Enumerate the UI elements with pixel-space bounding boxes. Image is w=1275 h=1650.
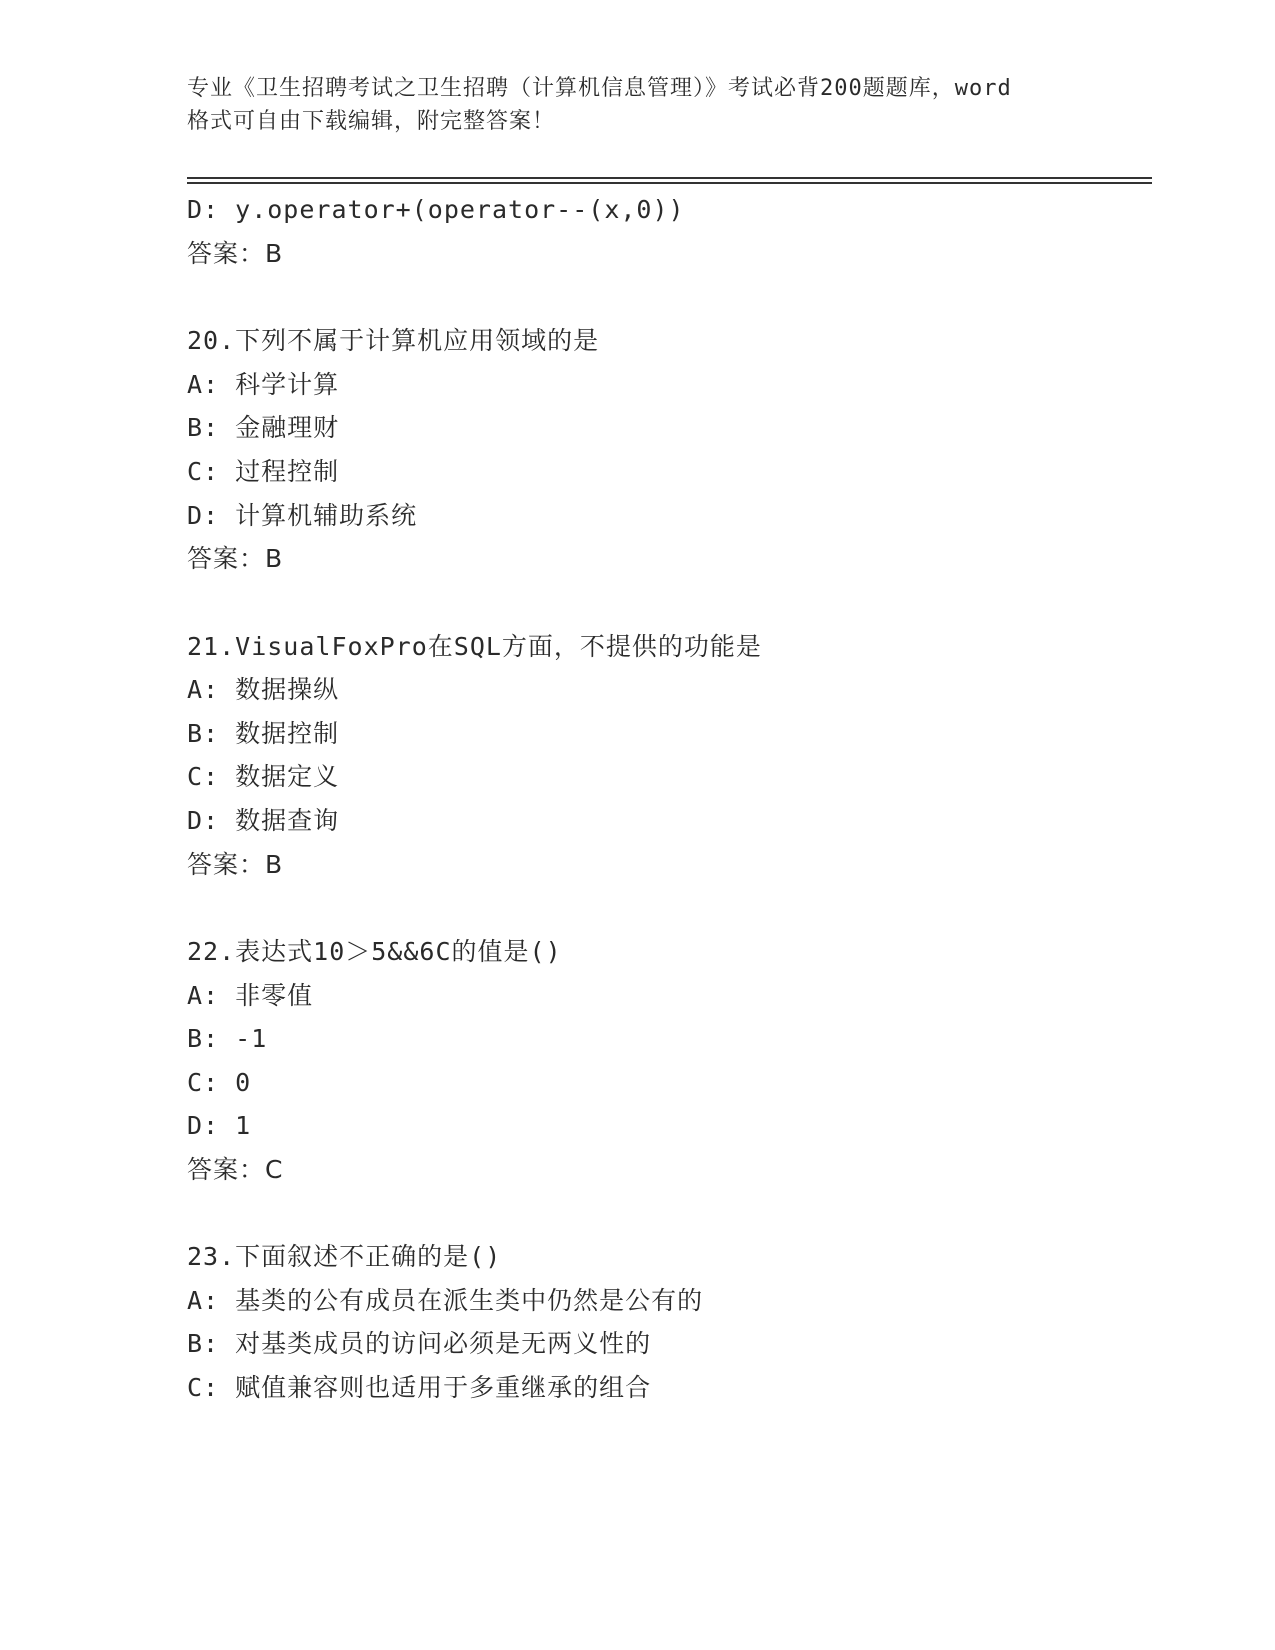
question-21-stem: 21.VisualFoxPro在SQL方面，不提供的功能是 <box>187 632 762 661</box>
question-22-answer: 答案：C <box>187 1155 284 1184</box>
prev-answer: 答案：B <box>187 239 284 268</box>
prev-option-d: D: y.operator+(operator--(x,0)) <box>187 195 685 224</box>
question-21-option-c: C: 数据定义 <box>187 762 340 791</box>
question-20-option-c: C: 过程控制 <box>187 457 340 486</box>
question-20-option-d: D: 计算机辅助系统 <box>187 501 418 530</box>
question-22-option-d: D: 1 <box>187 1111 252 1140</box>
question-22-option-a: A: 非零值 <box>187 981 314 1010</box>
header-divider-bottom <box>187 182 1152 184</box>
question-20-stem: 20.下列不属于计算机应用领域的是 <box>187 326 600 355</box>
question-21-option-b: B: 数据控制 <box>187 719 340 748</box>
question-21-option-a: A: 数据操纵 <box>187 675 340 704</box>
question-21-answer: 答案：B <box>187 850 284 879</box>
question-20-answer: 答案：B <box>187 544 284 573</box>
question-22-option-b: B: -1 <box>187 1024 268 1053</box>
question-20-option-a: A: 科学计算 <box>187 370 340 399</box>
header-line-2: 格式可自由下载编辑，附完整答案！ <box>187 109 556 134</box>
header-line-1: 专业《卫生招聘考试之卫生招聘（计算机信息管理）》考试必背200题题库，word <box>187 76 1012 101</box>
header-divider-top <box>187 177 1152 179</box>
question-23-option-b: B: 对基类成员的访问必须是无两义性的 <box>187 1329 652 1358</box>
question-23-option-a: A: 基类的公有成员在派生类中仍然是公有的 <box>187 1286 704 1315</box>
question-20-option-b: B: 金融理财 <box>187 413 340 442</box>
question-23-stem: 23.下面叙述不正确的是() <box>187 1242 502 1271</box>
question-22-option-c: C: 0 <box>187 1068 252 1097</box>
question-22-stem: 22.表达式10＞5&&6C的值是() <box>187 937 562 966</box>
question-21-option-d: D: 数据查询 <box>187 806 340 835</box>
document-header <box>187 72 1087 138</box>
question-23-option-c: C: 赋值兼容则也适用于多重继承的组合 <box>187 1373 652 1402</box>
